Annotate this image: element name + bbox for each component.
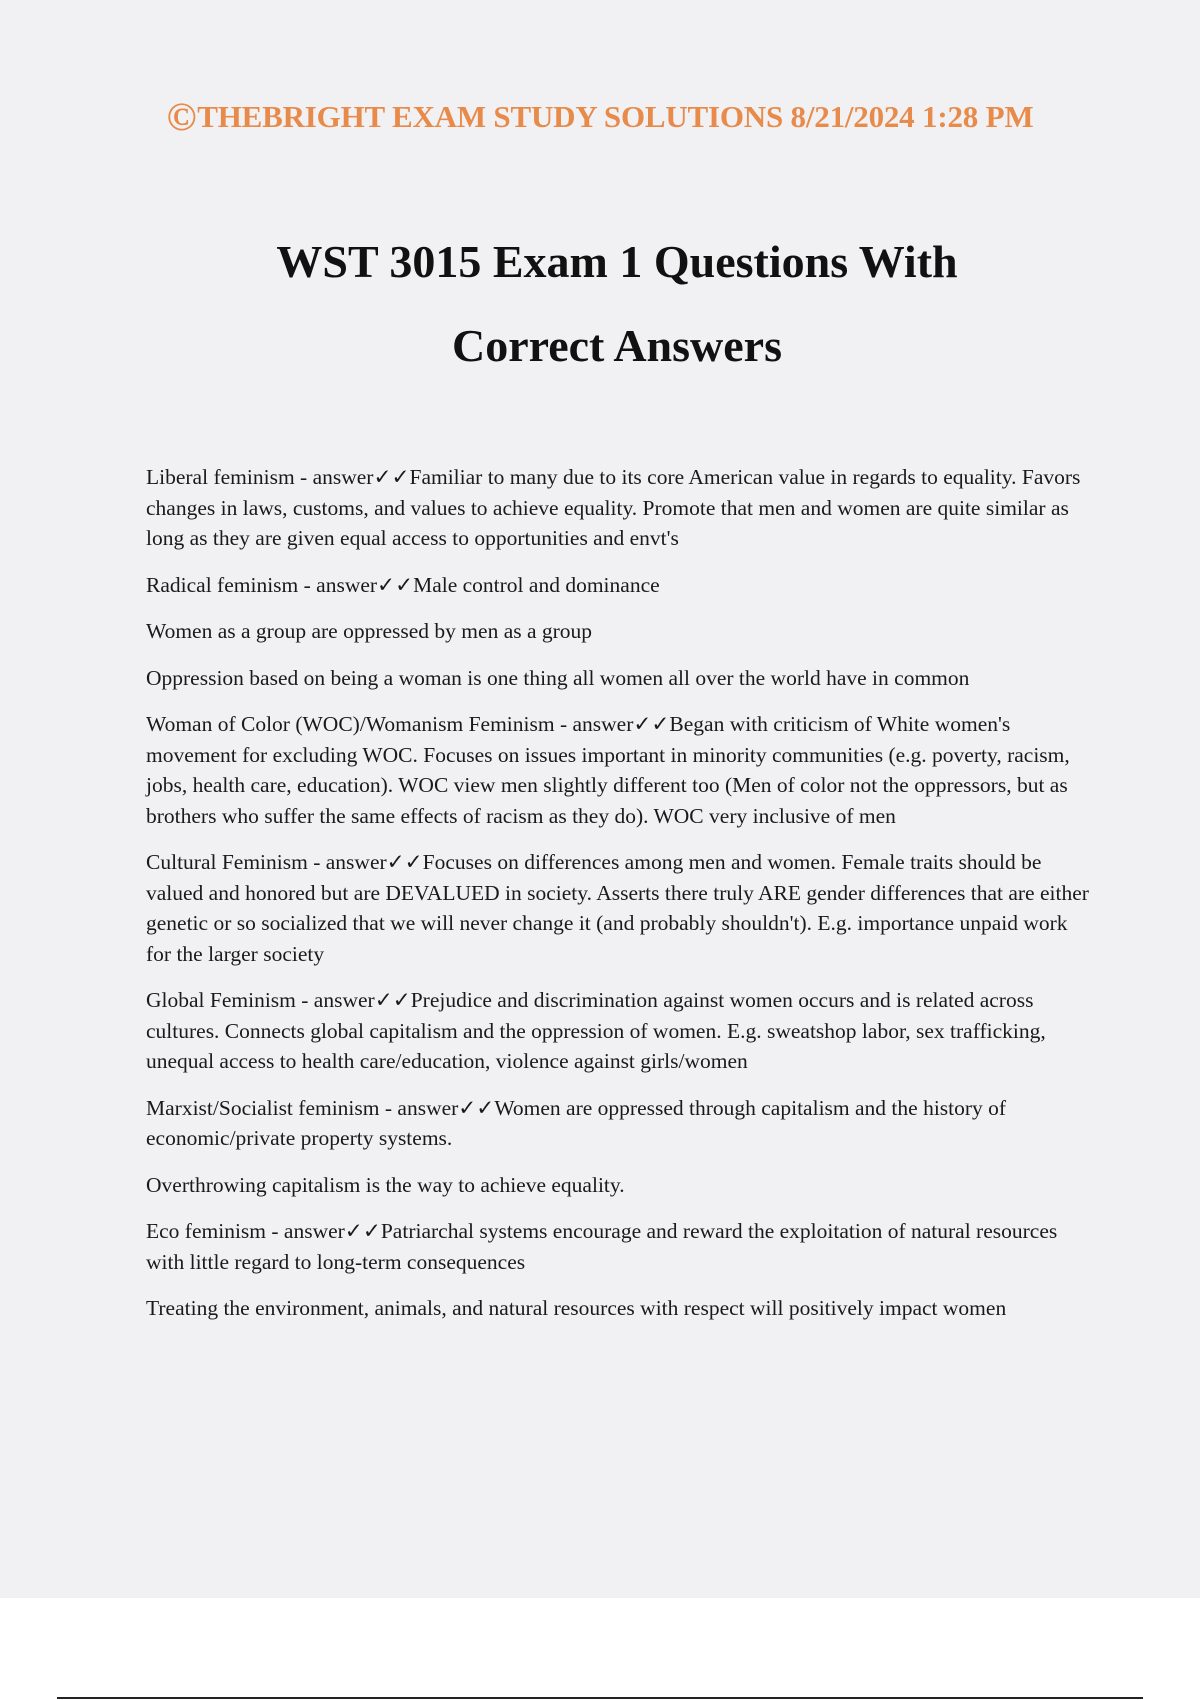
title-line-2: Correct Answers: [452, 320, 782, 371]
paragraph: Treating the environment, animals, and natural resources with respect will positively impact women: [146, 1296, 1007, 1320]
watermark-header: [0, 94, 1200, 139]
paragraph: Woman of Color (WOC)/Womanism Feminism - answer✓✓Began with criticism of White women's movement for excluding WOC. Focuses on issues important in minority communities (e.g. poverty, racism, jobs, health care, education). WOC view men slightly different too (Men of color not the oppressors, but as brothers who suffer the same effects of racism as they do). WOC very inclusive of men: [146, 712, 1070, 828]
paragraph: Global Feminism - answer✓✓Prejudice and discrimination against women occurs and is related across cultures. Connects global capitalism and the oppression of women. E.g. sweatshop labor, sex trafficking, unequal access to health care/education, violence against girls/women: [146, 988, 1046, 1073]
copyright-icon: ©: [166, 94, 197, 139]
paragraph: Cultural Feminism - answer✓✓Focuses on differences among men and women. Female traits should be valued and honored but are DEVALUED in society. Asserts there truly ARE gender differences that are either genetic or so socialized that we will never change it (and probably shouldn't). E.g. importance unpaid work for the larger society: [146, 850, 1089, 966]
page-divider: [57, 1697, 1143, 1699]
paragraph: Radical feminism - answer✓✓Male control and dominance: [146, 572, 660, 597]
paragraph: Eco feminism - answer✓✓Patriarchal systems encourage and reward the exploitation of natural resources with little regard to long-term consequences: [146, 1219, 1058, 1274]
paragraph: Overthrowing capitalism is the way to achieve equality.: [146, 1172, 625, 1197]
document-body: [146, 462, 1096, 1340]
paragraph: Marxist/Socialist feminism - answer✓✓Women are oppressed through capitalism and the history of economic/private property systems.: [146, 1095, 1007, 1150]
paragraph: Women as a group are oppressed by men as a group: [146, 619, 593, 643]
header-text: THEBRIGHT EXAM STUDY SOLUTIONS 8/21/2024 1:28 PM: [197, 99, 1034, 134]
paragraph: Oppression based on being a woman is one thing all women all over the world have in common: [146, 665, 970, 690]
title-line-1: WST 3015 Exam 1 Questions With: [276, 236, 958, 287]
document-title: [0, 220, 1200, 388]
paragraph: Liberal feminism - answer✓✓Familiar to many due to its core American value in regards to equality. Favors changes in laws, customs, and values to achieve equality. Promote that men and women are quite similar as long as they are given equal access to opportunities and envt's: [146, 465, 1081, 550]
